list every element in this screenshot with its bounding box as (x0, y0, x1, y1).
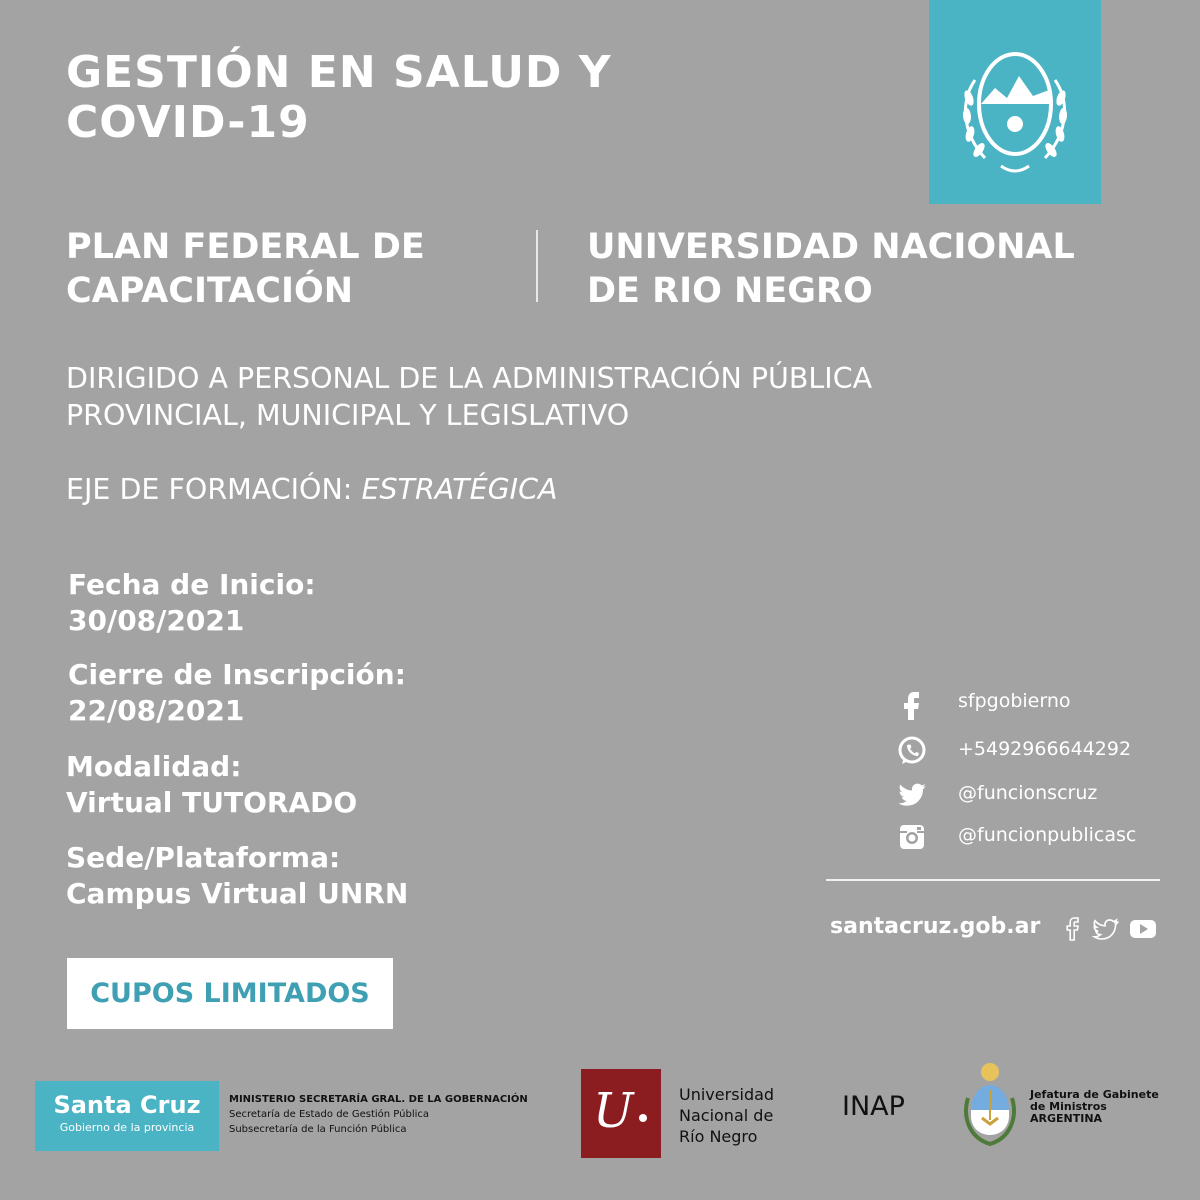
unrn-logo: U (581, 1069, 661, 1158)
twitter-icon (895, 778, 929, 812)
unrn-line: Universidad (679, 1085, 775, 1104)
twitter-icon[interactable] (1091, 916, 1119, 942)
youtube-icon[interactable] (1129, 916, 1157, 942)
crest-icon (955, 40, 1075, 180)
subtitle-divider (536, 230, 538, 302)
audience-text: DIRIGIDO A PERSONAL DE LA ADMINISTRACIÓN PÚBLICA PROVINCIAL, MUNICIPAL Y LEGISLATIVO (66, 362, 873, 432)
ministry-line: MINISTERIO SECRETARÍA GRAL. DE LA GOBERNACIÓN (229, 1094, 528, 1105)
eje-label: EJE DE FORMACIÓN: (66, 473, 362, 506)
detail-cierre-inscripcion (68, 657, 588, 729)
detail-label: Sede/Plataforma: (66, 841, 341, 874)
province-crest-logo (929, 0, 1101, 204)
social-twitter[interactable] (895, 778, 1175, 814)
social-handle: @funcionscruz (958, 782, 1098, 804)
santa-cruz-name: Santa Cruz (53, 1091, 201, 1119)
eje-value: ESTRATÉGICA (361, 473, 558, 506)
ministry-line: Secretaría de Estado de Gestión Pública (229, 1109, 430, 1120)
detail-value: 30/08/2021 (68, 604, 245, 637)
page-title: GESTIÓN EN SALUD Y COVID-19 (66, 47, 612, 148)
jefatura-line: Jefatura de Gabinete (1030, 1088, 1159, 1101)
facebook-icon (895, 686, 929, 720)
social-handle: @funcionpublicasc (958, 824, 1137, 846)
detail-fecha-inicio (68, 567, 588, 639)
inap-logo: INAP (842, 1091, 905, 1122)
unrn-line: Nacional de (679, 1106, 774, 1125)
detail-value: Campus Virtual UNRN (66, 877, 409, 910)
social-handle: sfpgobierno (958, 690, 1071, 712)
detail-value: Virtual TUTORADO (66, 786, 358, 819)
social-whatsapp[interactable] (895, 734, 1175, 770)
detail-label: Cierre de Inscripción: (68, 658, 406, 691)
ministry-line: Subsecretaría de la Función Pública (229, 1124, 407, 1135)
detail-label: Modalidad: (66, 750, 242, 783)
santa-cruz-tagline: Gobierno de la provincia (59, 1121, 195, 1134)
social-handle: +5492966644292 (958, 738, 1132, 760)
instagram-icon (895, 820, 929, 854)
jefatura-line: ARGENTINA (1030, 1112, 1103, 1125)
social-divider (826, 879, 1160, 881)
santa-cruz-logo (35, 1081, 219, 1151)
unrn-name (679, 1084, 774, 1147)
facebook-icon[interactable] (1064, 916, 1080, 942)
subtitle-plan-federal: PLAN FEDERAL DE CAPACITACIÓN (66, 227, 425, 311)
argentina-shield-icon (960, 1058, 1020, 1152)
detail-value: 22/08/2021 (68, 694, 245, 727)
detail-modalidad (66, 749, 586, 821)
social-instagram[interactable] (895, 820, 1175, 856)
jefatura-line: de Ministros (1030, 1100, 1107, 1113)
detail-label: Fecha de Inicio: (68, 568, 316, 601)
website-link[interactable]: santacruz.gob.ar (830, 914, 1041, 939)
unrn-line: Río Negro (679, 1127, 758, 1146)
whatsapp-icon (895, 734, 929, 768)
detail-sede (66, 840, 586, 912)
social-facebook[interactable] (895, 686, 1175, 722)
jefatura-text (1030, 1089, 1159, 1125)
subtitle-universidad: UNIVERSIDAD NACIONAL DE RIO NEGRO (587, 227, 1075, 311)
cupos-limitados-badge: CUPOS LIMITADOS (67, 958, 393, 1029)
ministry-text (229, 1092, 559, 1137)
eje-formacion (66, 471, 966, 508)
